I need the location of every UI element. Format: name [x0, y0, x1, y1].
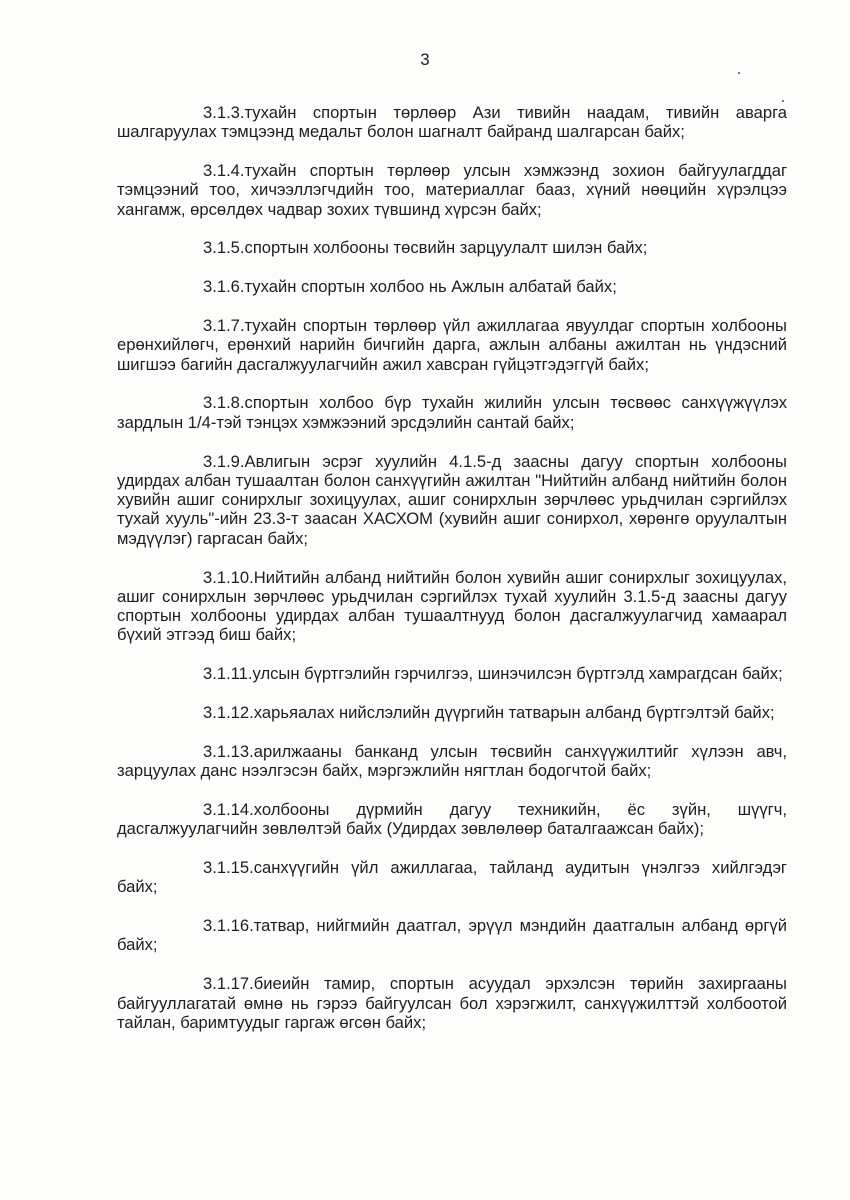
- clause-3-1-3: 3.1.3.тухайн спортын төрлөөр Ази тивийн наадам, тивийн аварга шалгаруулах тэмцээнд медальт болон шагналт байранд шалгарсан байх;: [117, 103, 787, 142]
- clause-3-1-4: 3.1.4.тухайн спортын төрлөөр улсын хэмжээнд зохион байгуулагддаг тэмцээний тоо, хичээллэгчдийн тоо, материаллаг бааз, хүний нөөцийн хүрэлцээ хангамж, өрсөлдөх чадвар зохих түвшинд хүрсэн байх;: [117, 161, 787, 219]
- clause-3-1-8: 3.1.8.спортын холбоо бүр тухайн жилийн улсын төсвөөс санхүүжүүлэх зардлын 1/4-тэй тэнцэх хэмжээний эрсдэлийн сантай байх;: [117, 393, 787, 432]
- clause-3-1-10: 3.1.10.Нийтийн албанд нийтийн болон хувийн ашиг сонирхлыг зохицуулах, ашиг сонирхлын зөрчлөөс урьдчилан сэргийлэх тухай хуулийн 3.1.5-д заасны дагуу спортын холбооны удирдах албан тушаалтнууд болон дасгалжуулагчид хамаарал бүхий этгээд биш байх;: [117, 567, 787, 645]
- clause-3-1-11: 3.1.11.улсын бүртгэлийн гэрчилгээ, шинэчилсэн бүртгэлд хамрагдсан байх;: [203, 664, 783, 684]
- clause-3-1-17: 3.1.17.биеийн тамир, спортын асуудал эрхэлсэн төрийн захиргааны байгууллагатай өмнө нь гэрээ байгуулсан бол хэрэгжилт, санхүүжилттэй холбоотой тайлан, баримтуудыг гаргаж өгсөн байх;: [117, 974, 787, 1032]
- clause-3-1-16: 3.1.16.татвар, нийгмийн даатгал, эрүүл мэндийн даатгалын албанд өргүй байх;: [117, 916, 787, 955]
- clause-3-1-14: 3.1.14.холбооны дүрмийн дагуу техникийн, ёс зүйн, шүүгч, дасгалжуулагчийн зөвлөлтэй байх (Удирдах зөвлөлөөр баталгаажсан байх);: [117, 799, 787, 839]
- page-number: 3: [420, 50, 430, 69]
- clause-3-1-5: 3.1.5.спортын холбооны төсвийн зарцуулалт шилэн байх;: [203, 238, 648, 258]
- clause-3-1-12: 3.1.12.харьяалах нийслэлийн дүүргийн татварын албанд бүртгэлтэй байх;: [203, 703, 775, 723]
- clause-3-1-6: 3.1.6.тухайн спортын холбоо нь Ажлын албатай байх;: [203, 277, 617, 297]
- scan-speck: [782, 100, 784, 102]
- clause-3-1-13: 3.1.13.арилжааны банканд улсын төсвийн санхүүжилтийг хүлээн авч, зарцуулах данс нээлгэсэн байх, мэргэжлийн нягтлан бодогчтой байх;: [117, 741, 787, 781]
- scan-speck: [738, 72, 740, 74]
- clause-3-1-15: 3.1.15.санхүүгийн үйл ажиллагаа, тайланд аудитын үнэлгээ хийлгэдэг байх;: [117, 858, 787, 897]
- clause-3-1-7: 3.1.7.тухайн спортын төрлөөр үйл ажиллагаа явуулдаг спортын холбооны ерөнхийлөгч, ерөнхий нарийн бичгийн дарга, ажлын албаны ажилтан нь үндэсний шигшээ багийн дасгалжуулагчийн ажил хавсран гүйцэтгэдэггүй байх;: [117, 316, 787, 374]
- document-body: [117, 103, 787, 1052]
- clause-3-1-9: 3.1.9.Авлигын эсрэг хуулийн 4.1.5-д заасны дагуу спортын холбооны удирдах албан тушаалтан болон санхүүгийн ажилтан "Нийтийн албанд нийтийн болон хувийн ашиг сонирхлыг зохицуулах, ашиг сонирхлын зөрчлөөс урьдчилан сэргийлэх тухай хууль"-ийн 23.3-т заасан ХАСХОМ (хувийн ашиг сонирхол, хөрөнгө оруулалтын мэдүүлэг) гаргасан байх;: [117, 451, 787, 548]
